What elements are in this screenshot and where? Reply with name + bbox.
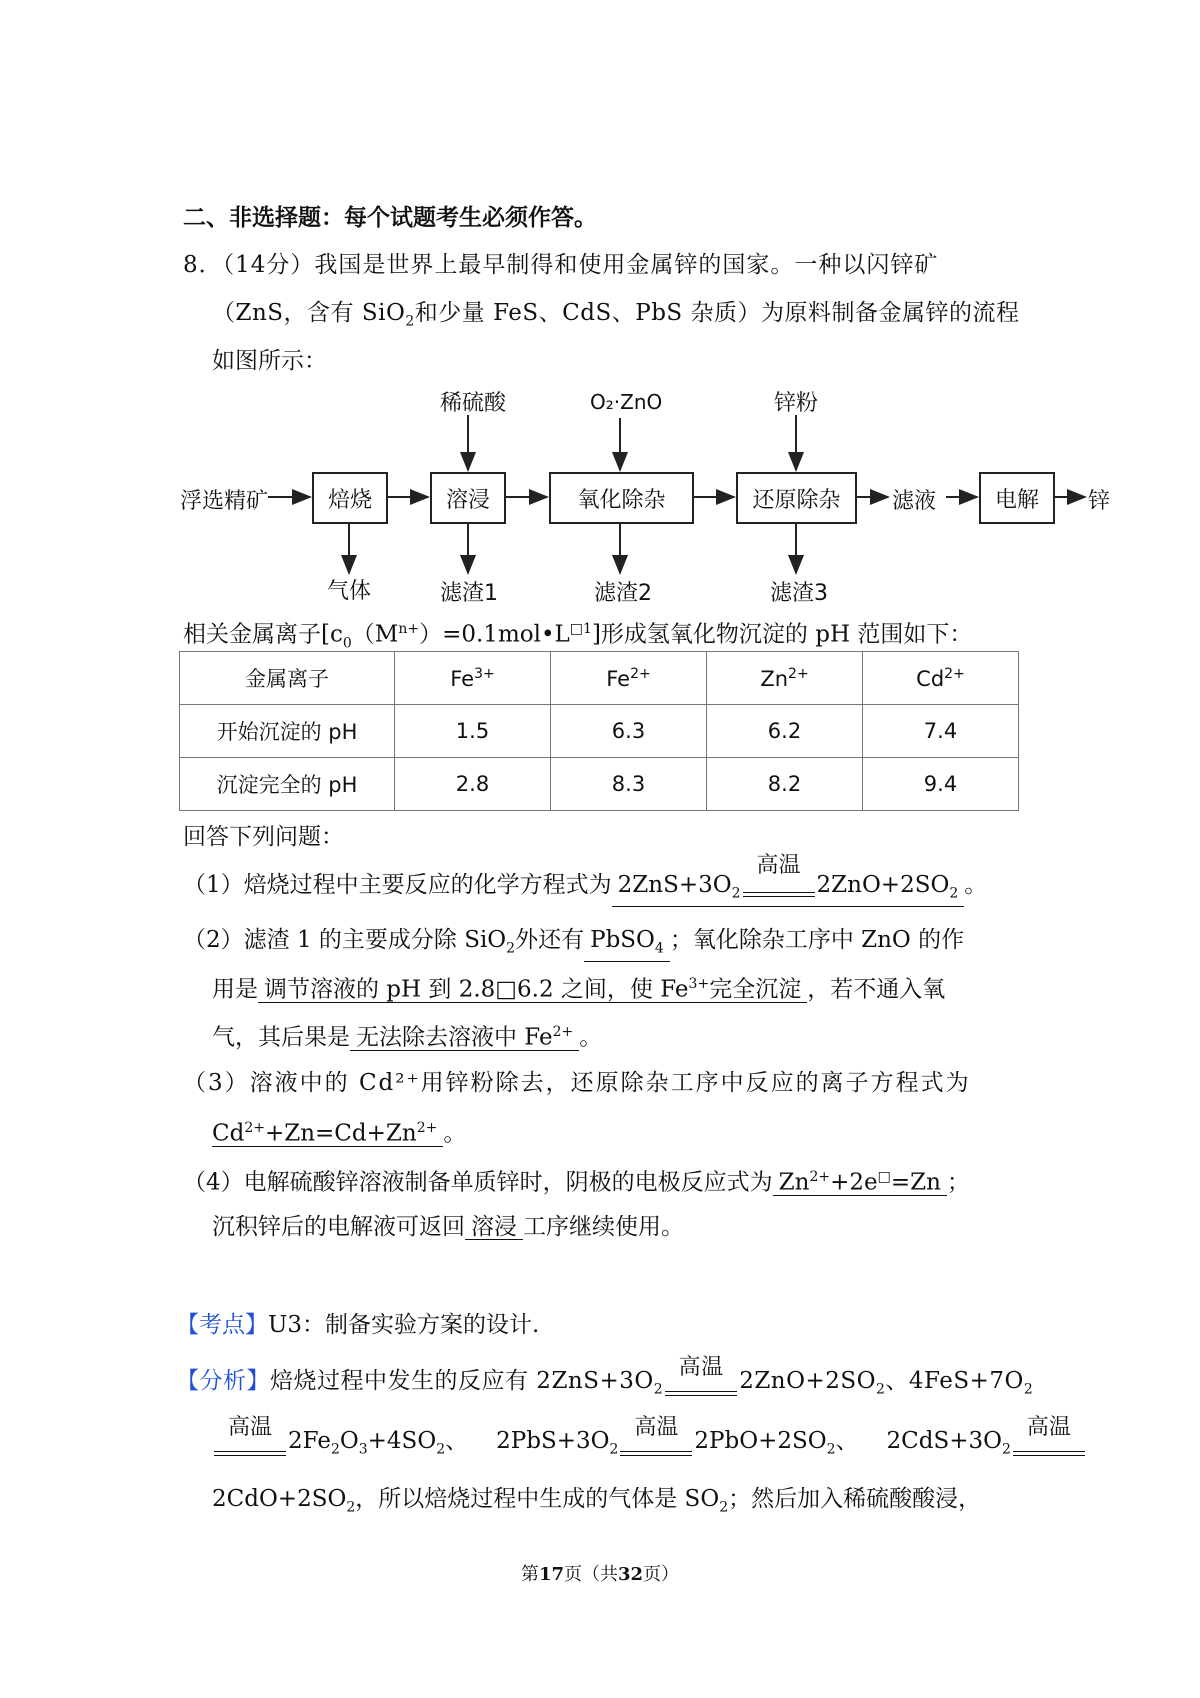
part3-line2: $Cd^{2+}+Zn=Cd+Zn^{2+}$ 。 <box>212 1116 466 1149</box>
table-header-cell: $Cd^{2+}$ <box>863 652 1019 705</box>
flow-filtrate-label: 滤液 <box>892 489 937 514</box>
table-cell: 7.4 <box>863 705 1019 758</box>
part2-answer2: 调节溶液的 pH 到 2.8□6.2 之间，使 $Fe^{3+}$完全沉淀 <box>258 972 807 1003</box>
ph-table <box>179 651 1019 811</box>
flow-step-electrolysis: 电解 <box>979 472 1055 524</box>
table-cell: 9.4 <box>863 758 1019 811</box>
table-cell: 2.8 <box>395 758 551 811</box>
part4-answer1: $Zn^{2+}+2e^□=Zn$ <box>773 1165 947 1196</box>
flow-step-oxidize: 氧化除杂 <box>549 472 694 524</box>
flow-output-residue3: 滤渣3 <box>770 581 828 606</box>
table-row <box>180 758 1019 811</box>
flow-step-reduce: 还原除杂 <box>736 472 857 524</box>
q8-line1: 8．（14分）我国是世界上最早制得和使用金属锌的国家。一种以闪锌矿 <box>183 252 939 278</box>
page-footer: 第17页（共32页） <box>520 1564 680 1585</box>
part2-line1: （2）滤渣 1 的主要成分除 SiO$_2$外还有 PbSO$_4$ ；氧化除杂工序中 ZnO 的作 <box>183 925 964 964</box>
table-cell: 6.2 <box>707 705 863 758</box>
table-cell: 6.3 <box>551 705 707 758</box>
part4-line1: （4）电解硫酸锌溶液制备单质锌时，阴极的电极反应式为 $Zn^{2+}+2e^□=Zn$ ； <box>183 1165 970 1198</box>
kaodian-line: 【考点】U3：制备实验方案的设计. <box>176 1312 540 1338</box>
part2-answer1: PbSO$_4$ <box>584 928 670 962</box>
table-row <box>180 705 1019 758</box>
table-header-cell: $Fe^{3+}$ <box>395 652 551 705</box>
table-header-cell: 金属离子 <box>180 652 395 705</box>
table-cell: 8.2 <box>707 758 863 811</box>
answer-intro: 回答下列问题： <box>183 824 344 850</box>
fenxi-tag: 【分析】 <box>176 1368 270 1394</box>
q8-line3: 如图所示： <box>212 348 327 374</box>
flow-output-residue1: 滤渣1 <box>440 581 498 606</box>
table-cell: 沉淀完全的 pH <box>180 758 395 811</box>
fenxi-line2: 高温 $2Fe_2O_3+4SO_2$、 $2PbS+3O_2$ 高温 $2PbO+2SO_2$、 $2CdS+3O_2$ 高温 <box>212 1426 1087 1465</box>
flow-start-label: 浮选精矿 <box>180 489 269 514</box>
table-cell: 开始沉淀的 pH <box>180 705 395 758</box>
part2-line3: 气，其后果是 无法除去溶液中 $Fe^{2+}$ 。 <box>212 1020 602 1053</box>
flowchart-arrows <box>0 0 1200 640</box>
part3-answer: $Cd^{2+}+Zn=Cd+Zn^{2+}$ <box>212 1116 443 1147</box>
part1-line: （1）焙烧过程中主要反应的化学方程式为 $2ZnS+3O_2$ 高温 $2ZnO+2SO_2$ 。 <box>183 870 987 907</box>
table-cell: 8.3 <box>551 758 707 811</box>
table-header-cell: $Zn^{2+}$ <box>707 652 863 705</box>
flow-output-gas: 气体 <box>327 579 372 604</box>
fenxi-line1: 【分析】焙烧过程中发生的反应有 $2ZnS+3O_2$ 高温 $2ZnO+2SO_2$、$4FeS+7O_2$ <box>176 1354 1034 1398</box>
flow-input-acid: 稀硫酸 <box>440 391 507 416</box>
table-header-row <box>180 652 1019 705</box>
part2-answer3: 无法除去溶液中 $Fe^{2+}$ <box>350 1020 579 1051</box>
part3-line1: （3）溶液中的 Cd²⁺用锌粉除去，还原除杂工序中反应的离子方程式为 <box>183 1070 971 1096</box>
flow-step-leach: 溶浸 <box>430 472 506 524</box>
flow-step-roast: 焙烧 <box>312 472 388 524</box>
flow-input-zinc-powder: 锌粉 <box>774 391 819 416</box>
part4-line2: 沉积锌后的电解液可返回 溶浸 工序继续使用。 <box>212 1214 684 1240</box>
q8-line2: （ZnS，含有 SiO$_2$和少量 FeS、CdS、PbS 杂质）为原料制备金属锌的流程 <box>212 300 1020 330</box>
fenxi-line3: $2CdO+2SO_2$，所以焙烧过程中生成的气体是 $SO_2$；然后加入稀硫酸酸浸， <box>212 1486 982 1516</box>
table-header-cell: $Fe^{2+}$ <box>551 652 707 705</box>
part1-answer: $2ZnS+3O_2$ 高温 $2ZnO+2SO_2$ <box>612 873 965 907</box>
flow-output-residue2: 滤渣2 <box>594 581 652 606</box>
table-cell: 1.5 <box>395 705 551 758</box>
flow-end-label: 锌 <box>1088 489 1111 514</box>
kaodian-tag: 【考点】 <box>176 1312 268 1338</box>
part4-answer2: 溶浸 <box>465 1215 523 1240</box>
flow-input-oxygen-zno: O₂·ZnO <box>590 390 663 414</box>
part2-line2: 用是 调节溶液的 pH 到 2.8□6.2 之间，使 $Fe^{3+}$完全沉淀 ，若不通入氧 <box>212 972 945 1005</box>
section-heading: 二、非选择题：每个试题考生必须作答。 <box>183 204 597 231</box>
table-caption: 相关金属离子$[c_0(M^{n+})=0.1mol•L^{□1}]$形成氢氧化物沉淀的 pH 范围如下： <box>183 621 973 652</box>
